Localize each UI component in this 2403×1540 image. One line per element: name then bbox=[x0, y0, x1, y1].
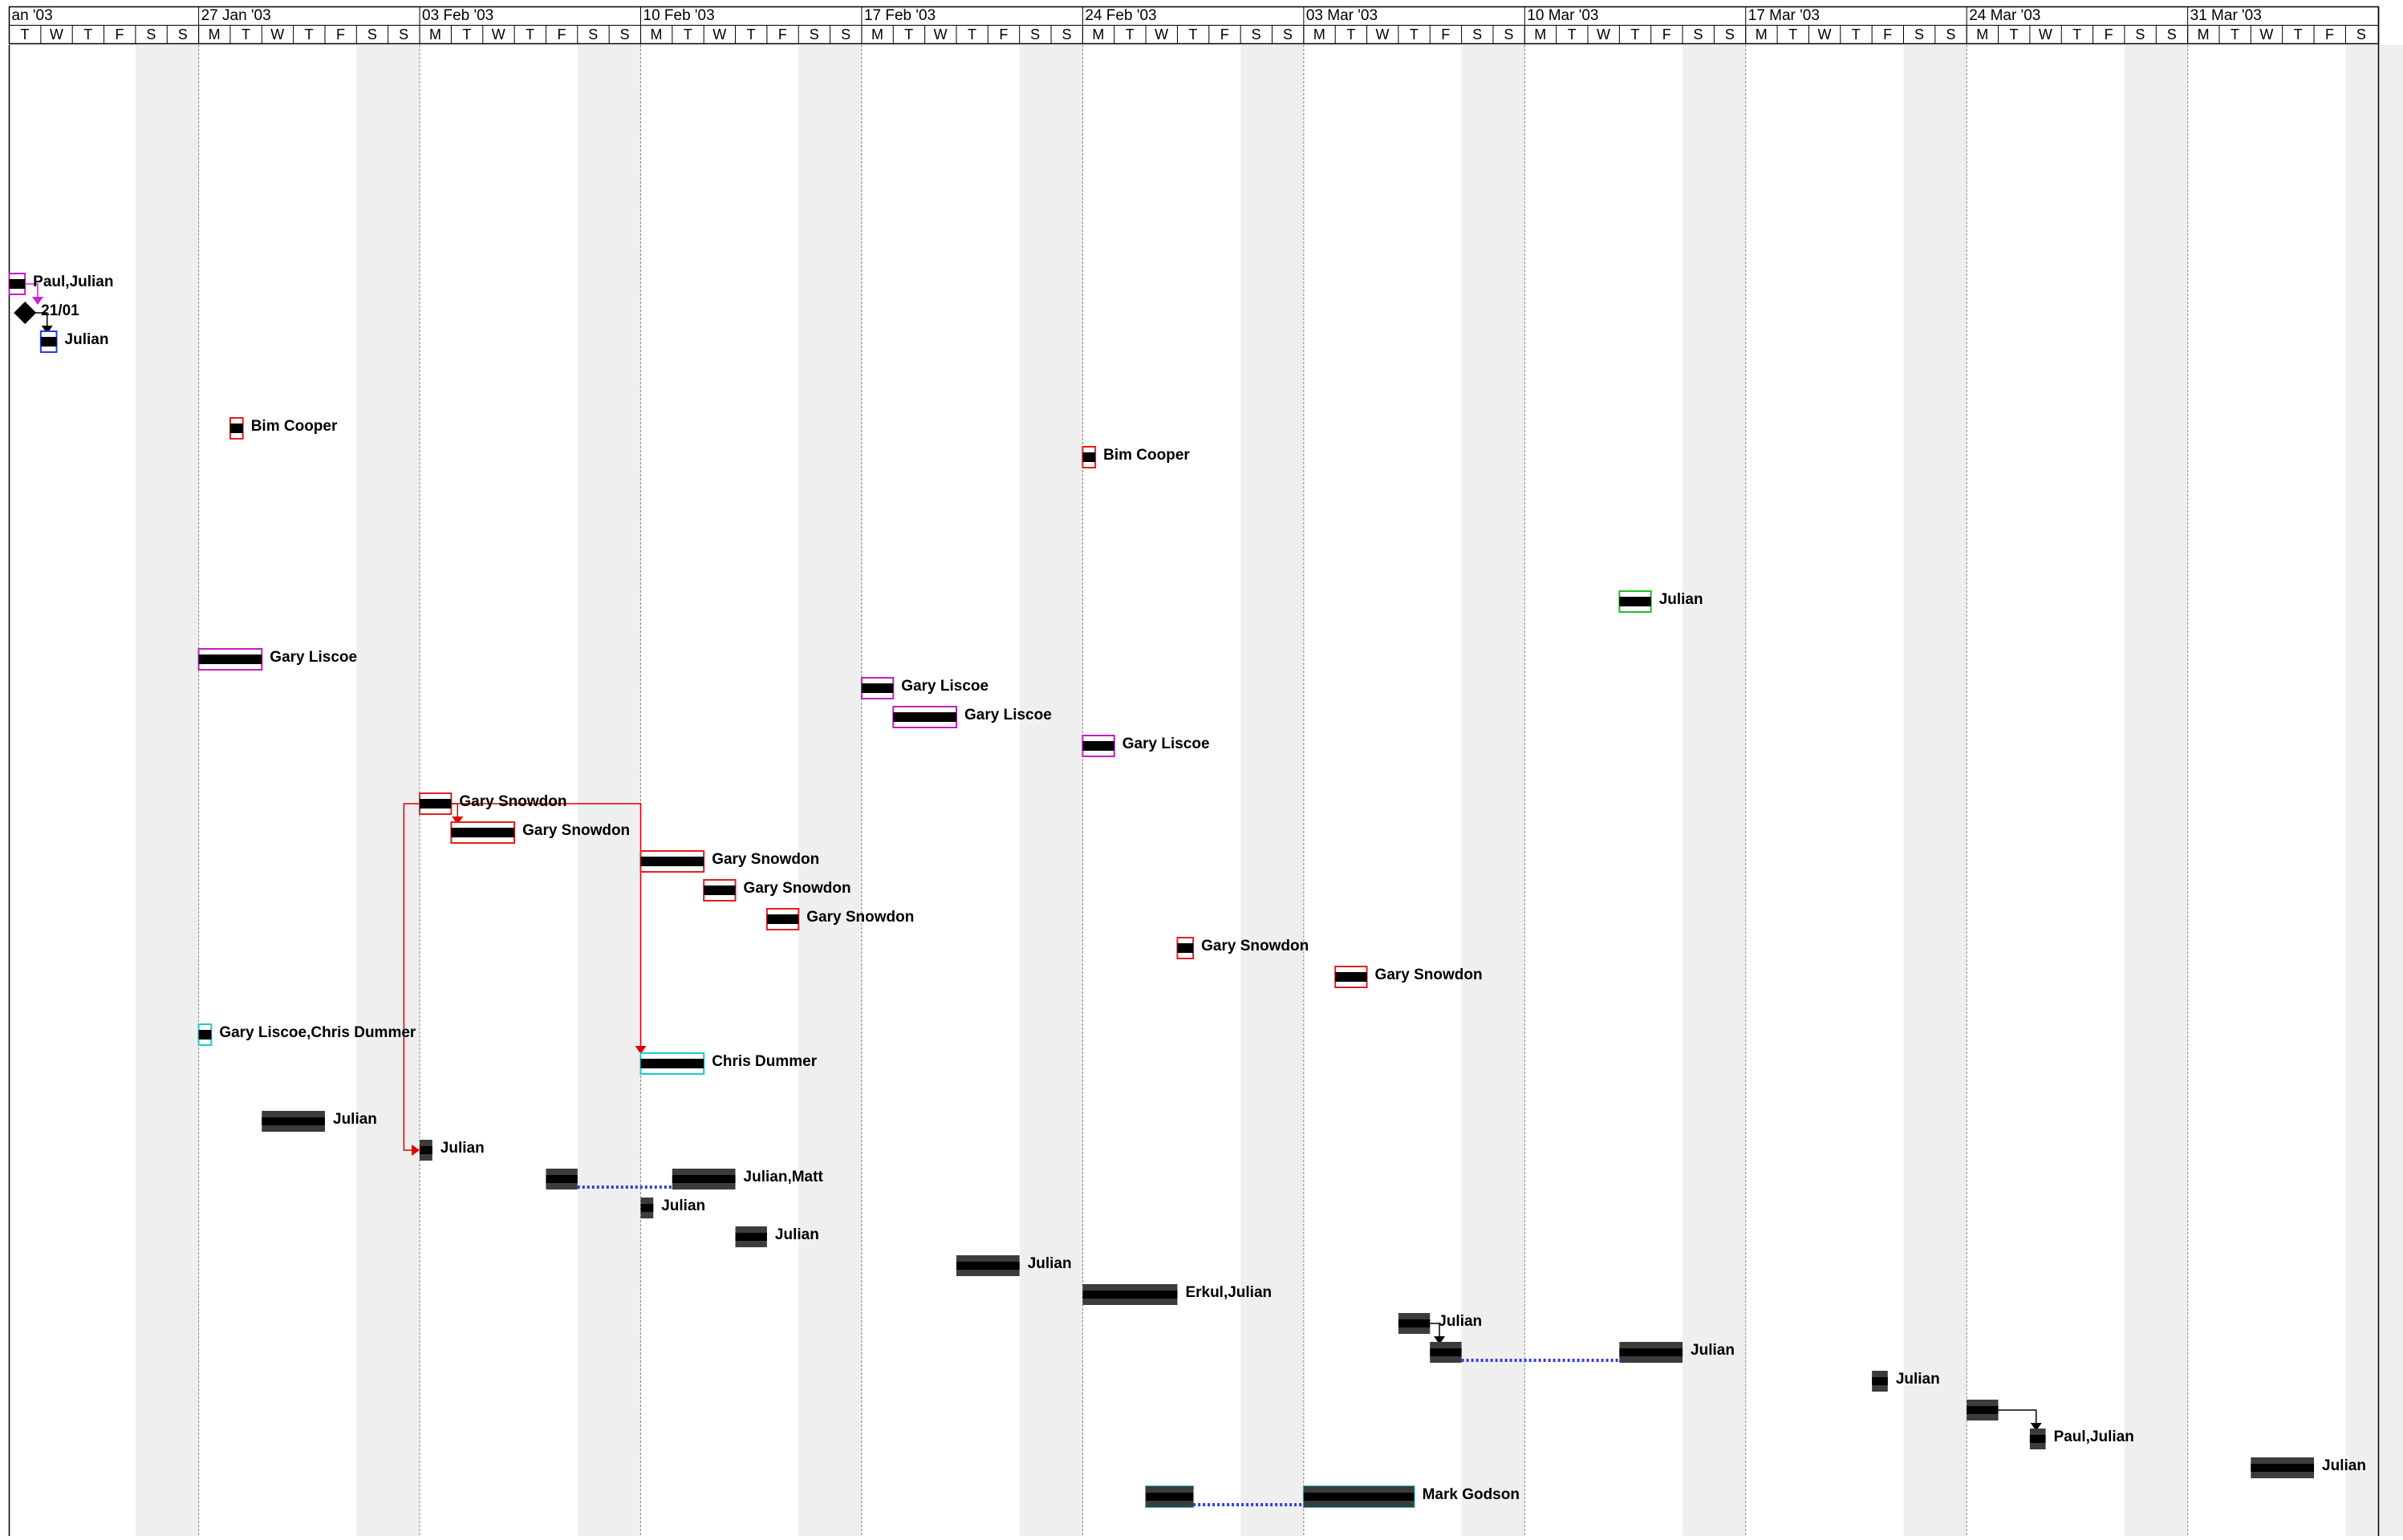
day-label: F bbox=[557, 26, 566, 43]
day-label: M bbox=[208, 26, 221, 43]
task-bar bbox=[1082, 452, 1095, 462]
day-label: T bbox=[1346, 26, 1356, 43]
day-label: S bbox=[588, 26, 599, 43]
task-bar bbox=[41, 337, 57, 346]
task-label: Gary Liscoe bbox=[1122, 736, 1210, 752]
day-label: T bbox=[1409, 26, 1419, 43]
day-label: S bbox=[809, 26, 819, 43]
day-label: W bbox=[491, 26, 505, 43]
task-label: Gary Liscoe bbox=[964, 707, 1052, 723]
day-label: T bbox=[746, 26, 756, 43]
task-bar bbox=[199, 654, 262, 664]
task-label: Julian bbox=[1895, 1371, 1940, 1388]
week-label: 10 Mar '03 bbox=[1527, 7, 1599, 24]
day-label: W bbox=[49, 26, 63, 43]
day-label: S bbox=[1282, 26, 1293, 43]
task-bar bbox=[1082, 1291, 1177, 1299]
milestone-diamond bbox=[14, 302, 36, 324]
week-label: 10 Feb '03 bbox=[643, 7, 715, 24]
task-bar bbox=[1967, 1406, 1998, 1414]
task-label: Julian bbox=[1438, 1313, 1483, 1330]
day-label: M bbox=[429, 26, 442, 43]
day-label: T bbox=[1567, 26, 1577, 43]
day-label: S bbox=[2166, 26, 2177, 43]
day-label: T bbox=[1630, 26, 1640, 43]
task-bar bbox=[956, 1262, 1020, 1270]
task-label: Julian bbox=[64, 331, 109, 348]
day-label: T bbox=[2072, 26, 2082, 43]
day-label: S bbox=[1251, 26, 1261, 43]
day-label: S bbox=[1030, 26, 1041, 43]
task-bar bbox=[420, 1146, 432, 1154]
task-bar bbox=[1146, 1493, 1193, 1501]
day-label: F bbox=[115, 26, 124, 43]
task-bar bbox=[230, 424, 243, 433]
day-label: M bbox=[1313, 26, 1325, 43]
task-label: Gary Liscoe bbox=[270, 649, 358, 666]
task-label: Gary Liscoe,Chris Dummer bbox=[219, 1024, 416, 1041]
weekend-shade bbox=[1683, 45, 1746, 1536]
day-label: M bbox=[1092, 26, 1105, 43]
task-bar bbox=[1335, 972, 1366, 982]
task-label: Julian bbox=[2322, 1457, 2366, 1474]
day-label: W bbox=[712, 26, 727, 43]
task-bar bbox=[1398, 1319, 1430, 1327]
task-bar bbox=[10, 279, 26, 289]
task-label: Gary Liscoe bbox=[901, 678, 989, 695]
day-label: S bbox=[177, 26, 188, 43]
day-label: S bbox=[619, 26, 630, 43]
weekend-shade bbox=[798, 45, 862, 1536]
task-bar bbox=[641, 857, 704, 866]
task-bar bbox=[641, 1204, 654, 1212]
week-label: 17 Mar '03 bbox=[1747, 7, 1820, 24]
day-label: W bbox=[270, 26, 285, 43]
task-bar bbox=[862, 683, 893, 693]
task-label: Gary Snowdon bbox=[459, 793, 567, 810]
task-bar bbox=[2030, 1435, 2046, 1443]
day-label: W bbox=[1375, 26, 1390, 43]
task-label: Julian bbox=[1027, 1255, 1072, 1272]
day-label: T bbox=[683, 26, 692, 43]
weekend-shade bbox=[356, 45, 420, 1536]
week-label: an '03 bbox=[11, 7, 53, 24]
day-label: F bbox=[1883, 26, 1893, 43]
task-label: Gary Snowdon bbox=[743, 880, 851, 897]
day-label: S bbox=[2356, 26, 2366, 43]
day-label: M bbox=[1755, 26, 1768, 43]
task-bar bbox=[672, 1175, 736, 1183]
day-label: F bbox=[999, 26, 1009, 43]
day-label: T bbox=[1851, 26, 1861, 43]
day-label: T bbox=[2009, 26, 2019, 43]
day-label: S bbox=[399, 26, 409, 43]
task-label: Bim Cooper bbox=[1103, 447, 1190, 464]
day-label: S bbox=[1693, 26, 1703, 43]
task-bar bbox=[1304, 1493, 1415, 1501]
day-label: T bbox=[526, 26, 535, 43]
day-label: M bbox=[650, 26, 663, 43]
day-label: T bbox=[1125, 26, 1135, 43]
day-label: S bbox=[1914, 26, 1924, 43]
day-label: F bbox=[1662, 26, 1671, 43]
task-bar bbox=[893, 712, 956, 722]
task-bar bbox=[767, 914, 798, 924]
day-label: T bbox=[462, 26, 472, 43]
weekend-shade bbox=[1240, 45, 1304, 1536]
task-label: Gary Snowdon bbox=[712, 851, 820, 868]
task-bar bbox=[1619, 1348, 1683, 1356]
day-label: F bbox=[2104, 26, 2113, 43]
task-bar bbox=[2251, 1464, 2314, 1472]
day-label: T bbox=[241, 26, 250, 43]
task-bar bbox=[420, 799, 451, 808]
day-label: S bbox=[367, 26, 377, 43]
day-label: F bbox=[1441, 26, 1451, 43]
task-label: Julian,Matt bbox=[743, 1169, 823, 1185]
task-label: Gary Snowdon bbox=[522, 822, 631, 839]
task-label: Julian bbox=[1658, 591, 1703, 608]
task-label: Mark Godson bbox=[1422, 1486, 1520, 1503]
task-bar bbox=[451, 828, 514, 837]
day-label: F bbox=[777, 26, 787, 43]
task-bar bbox=[704, 886, 735, 895]
task-label: Gary Snowdon bbox=[1374, 967, 1483, 983]
day-label: T bbox=[20, 26, 30, 43]
weekend-shade bbox=[578, 45, 641, 1536]
day-label: T bbox=[2293, 26, 2303, 43]
task-bar bbox=[1872, 1377, 1888, 1385]
day-label: S bbox=[841, 26, 851, 43]
day-label: T bbox=[1788, 26, 1798, 43]
task-bar bbox=[262, 1117, 325, 1125]
day-label: T bbox=[304, 26, 314, 43]
task-label: Julian bbox=[1691, 1342, 1735, 1359]
day-label: S bbox=[1724, 26, 1735, 43]
weekend-shade bbox=[1020, 45, 1083, 1536]
day-label: M bbox=[2197, 26, 2210, 43]
task-label: Gary Snowdon bbox=[806, 909, 915, 926]
day-label: T bbox=[83, 26, 93, 43]
day-label: T bbox=[1188, 26, 1198, 43]
day-label: F bbox=[1220, 26, 1229, 43]
task-bar bbox=[736, 1233, 767, 1241]
day-label: S bbox=[1504, 26, 1514, 43]
task-label: Paul,Julian bbox=[2053, 1429, 2134, 1445]
weekend-shade bbox=[2125, 45, 2188, 1536]
day-label: W bbox=[1597, 26, 1610, 43]
day-label: T bbox=[968, 26, 976, 43]
day-label: W bbox=[933, 26, 948, 43]
week-label: 24 Mar '03 bbox=[1969, 7, 2041, 24]
weekend-shade bbox=[136, 45, 199, 1536]
week-label: 03 Feb '03 bbox=[422, 7, 494, 24]
day-label: F bbox=[2325, 26, 2335, 43]
day-label: F bbox=[336, 26, 345, 43]
day-label: S bbox=[1472, 26, 1483, 43]
day-label: W bbox=[1817, 26, 1832, 43]
task-label: Julian bbox=[333, 1111, 377, 1128]
task-bar bbox=[641, 1059, 704, 1068]
day-label: M bbox=[1534, 26, 1547, 43]
week-label: 27 Jan '03 bbox=[201, 7, 271, 24]
day-label: M bbox=[871, 26, 883, 43]
task-label: Erkul,Julian bbox=[1185, 1284, 1273, 1301]
day-label: S bbox=[2135, 26, 2145, 43]
task-bar bbox=[1082, 741, 1114, 751]
day-label: W bbox=[2038, 26, 2052, 43]
task-label: Julian bbox=[774, 1226, 819, 1243]
task-bar bbox=[546, 1175, 577, 1183]
week-label: 03 Mar '03 bbox=[1305, 7, 1378, 24]
day-label: T bbox=[904, 26, 914, 43]
day-label: W bbox=[2259, 26, 2274, 43]
day-label: T bbox=[2230, 26, 2239, 43]
task-bar bbox=[1619, 597, 1650, 606]
task-bar bbox=[1177, 943, 1193, 953]
task-label: Bim Cooper bbox=[250, 418, 338, 435]
milestone-label: 21/01 bbox=[41, 302, 79, 319]
weekend-shade bbox=[1904, 45, 1967, 1536]
week-label: 24 Feb '03 bbox=[1085, 7, 1157, 24]
weekend-shade bbox=[2345, 45, 2403, 1536]
task-label: Julian bbox=[661, 1198, 706, 1214]
task-label: Julian bbox=[440, 1140, 485, 1157]
day-label: M bbox=[1976, 26, 1989, 43]
day-label: W bbox=[1155, 26, 1169, 43]
task-label: Chris Dummer bbox=[712, 1053, 818, 1070]
task-bar bbox=[199, 1030, 212, 1040]
week-label: 31 Mar '03 bbox=[2190, 7, 2262, 24]
dependency-link bbox=[1999, 1410, 2036, 1429]
day-label: S bbox=[1946, 26, 1956, 43]
task-label: Gary Snowdon bbox=[1201, 938, 1309, 954]
task-bar bbox=[1430, 1348, 1461, 1356]
week-label: 17 Feb '03 bbox=[863, 7, 936, 24]
day-label: S bbox=[1061, 26, 1072, 43]
task-label: Paul,Julian bbox=[33, 274, 114, 290]
day-label: S bbox=[146, 26, 156, 43]
